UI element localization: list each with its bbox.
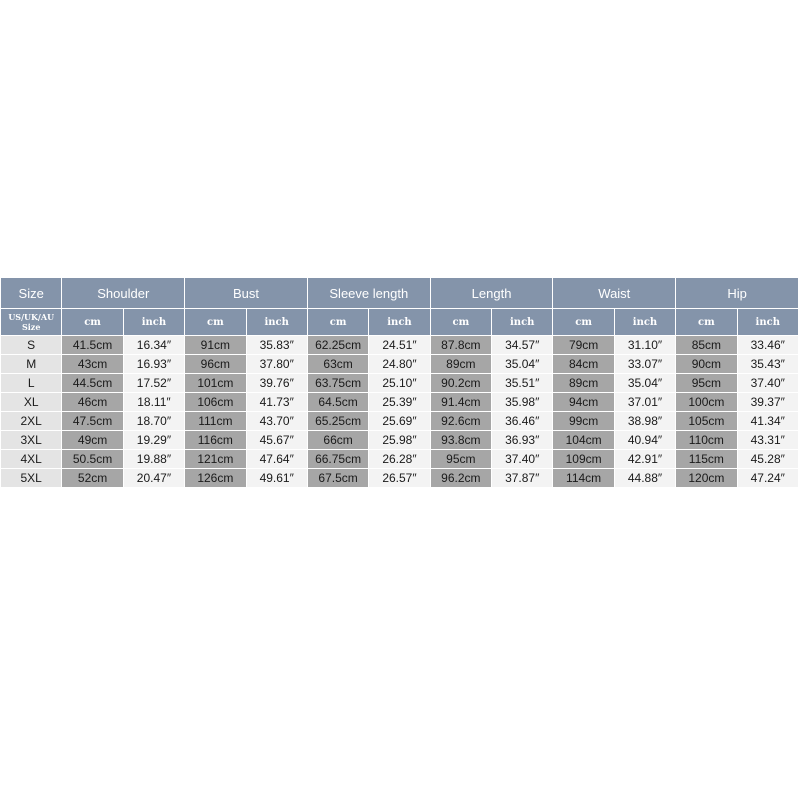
- inch-value-cell: 17.52″: [124, 374, 184, 392]
- cm-value-cell: 120cm: [676, 469, 736, 487]
- cm-value-cell: 62.25cm: [308, 336, 368, 354]
- cm-value-cell: 85cm: [676, 336, 736, 354]
- cm-value-cell: 49cm: [62, 431, 122, 449]
- inch-value-cell: 41.34″: [738, 412, 798, 430]
- unit-cm-label: cm: [185, 309, 245, 335]
- inch-value-cell: 43.31″: [738, 431, 798, 449]
- cm-value-cell: 106cm: [185, 393, 245, 411]
- cm-value-cell: 63.75cm: [308, 374, 368, 392]
- cm-value-cell: 115cm: [676, 450, 736, 468]
- unit-inch-label: inch: [492, 309, 552, 335]
- inch-value-cell: 45.67″: [247, 431, 307, 449]
- cm-value-cell: 105cm: [676, 412, 736, 430]
- inch-value-cell: 36.46″: [492, 412, 552, 430]
- inch-value-cell: 20.47″: [124, 469, 184, 487]
- inch-value-cell: 35.04″: [615, 374, 675, 392]
- table-row: [1, 469, 798, 487]
- cm-value-cell: 95cm: [676, 374, 736, 392]
- inch-value-cell: 41.73″: [247, 393, 307, 411]
- cm-value-cell: 110cm: [676, 431, 736, 449]
- unit-cm-label: cm: [62, 309, 122, 335]
- waist-header: Waist: [553, 278, 675, 308]
- cm-value-cell: 66cm: [308, 431, 368, 449]
- table-row: [1, 450, 798, 468]
- cm-value-cell: 101cm: [185, 374, 245, 392]
- cm-value-cell: 114cm: [553, 469, 613, 487]
- inch-value-cell: 38.98″: [615, 412, 675, 430]
- inch-value-cell: 37.80″: [247, 355, 307, 373]
- size-header: Size: [1, 278, 61, 308]
- cm-value-cell: 47.5cm: [62, 412, 122, 430]
- cm-value-cell: 64.5cm: [308, 393, 368, 411]
- cm-value-cell: 46cm: [62, 393, 122, 411]
- cm-value-cell: 52cm: [62, 469, 122, 487]
- inch-value-cell: 25.10″: [369, 374, 429, 392]
- unit-cm-label: cm: [553, 309, 613, 335]
- unit-inch-label: inch: [615, 309, 675, 335]
- unit-inch-label: inch: [247, 309, 307, 335]
- cm-value-cell: 65.25cm: [308, 412, 368, 430]
- inch-value-cell: 39.37″: [738, 393, 798, 411]
- inch-value-cell: 26.28″: [369, 450, 429, 468]
- inch-value-cell: 42.91″: [615, 450, 675, 468]
- unit-cm-label: cm: [431, 309, 491, 335]
- inch-value-cell: 19.29″: [124, 431, 184, 449]
- size-cell: 2XL: [1, 412, 61, 430]
- cm-value-cell: 43cm: [62, 355, 122, 373]
- inch-value-cell: 43.70″: [247, 412, 307, 430]
- inch-value-cell: 37.87″: [492, 469, 552, 487]
- cm-value-cell: 92.6cm: [431, 412, 491, 430]
- inch-value-cell: 40.94″: [615, 431, 675, 449]
- cm-value-cell: 41.5cm: [62, 336, 122, 354]
- cm-value-cell: 90.2cm: [431, 374, 491, 392]
- size-region-label: US/UK/AU Size: [1, 309, 61, 335]
- cm-value-cell: 96.2cm: [431, 469, 491, 487]
- inch-value-cell: 39.76″: [247, 374, 307, 392]
- inch-value-cell: 47.24″: [738, 469, 798, 487]
- inch-value-cell: 35.04″: [492, 355, 552, 373]
- inch-value-cell: 26.57″: [369, 469, 429, 487]
- cm-value-cell: 91.4cm: [431, 393, 491, 411]
- length-header: Length: [431, 278, 553, 308]
- cm-value-cell: 111cm: [185, 412, 245, 430]
- inch-value-cell: 18.70″: [124, 412, 184, 430]
- inch-value-cell: 37.40″: [738, 374, 798, 392]
- inch-value-cell: 35.83″: [247, 336, 307, 354]
- cm-value-cell: 96cm: [185, 355, 245, 373]
- unit-inch-label: inch: [124, 309, 184, 335]
- size-rows: [1, 336, 798, 487]
- cm-value-cell: 89cm: [553, 374, 613, 392]
- cm-value-cell: 93.8cm: [431, 431, 491, 449]
- inch-value-cell: 35.51″: [492, 374, 552, 392]
- unit-cm-label: cm: [308, 309, 368, 335]
- inch-value-cell: 31.10″: [615, 336, 675, 354]
- cm-value-cell: 116cm: [185, 431, 245, 449]
- size-cell: L: [1, 374, 61, 392]
- cm-value-cell: 104cm: [553, 431, 613, 449]
- cm-value-cell: 90cm: [676, 355, 736, 373]
- cm-value-cell: 89cm: [431, 355, 491, 373]
- inch-value-cell: 37.40″: [492, 450, 552, 468]
- inch-value-cell: 47.64″: [247, 450, 307, 468]
- inch-value-cell: 24.51″: [369, 336, 429, 354]
- cm-value-cell: 50.5cm: [62, 450, 122, 468]
- cm-value-cell: 44.5cm: [62, 374, 122, 392]
- unit-cm-label: cm: [676, 309, 736, 335]
- cm-value-cell: 94cm: [553, 393, 613, 411]
- hip-header: Hip: [676, 278, 798, 308]
- inch-value-cell: 35.98″: [492, 393, 552, 411]
- cm-value-cell: 109cm: [553, 450, 613, 468]
- size-cell: M: [1, 355, 61, 373]
- cm-value-cell: 100cm: [676, 393, 736, 411]
- inch-value-cell: 25.98″: [369, 431, 429, 449]
- cm-value-cell: 67.5cm: [308, 469, 368, 487]
- cm-value-cell: 79cm: [553, 336, 613, 354]
- table-row: [1, 355, 798, 373]
- table-row: [1, 412, 798, 430]
- cm-value-cell: 66.75cm: [308, 450, 368, 468]
- unit-inch-label: inch: [738, 309, 798, 335]
- inch-value-cell: 25.69″: [369, 412, 429, 430]
- inch-value-cell: 37.01″: [615, 393, 675, 411]
- size-cell: 3XL: [1, 431, 61, 449]
- sleeve-length-header: Sleeve length: [308, 278, 430, 308]
- inch-value-cell: 44.88″: [615, 469, 675, 487]
- cm-value-cell: 126cm: [185, 469, 245, 487]
- table-row: [1, 374, 798, 392]
- unit-inch-label: inch: [369, 309, 429, 335]
- inch-value-cell: 24.80″: [369, 355, 429, 373]
- inch-value-cell: 19.88″: [124, 450, 184, 468]
- inch-value-cell: 25.39″: [369, 393, 429, 411]
- cm-value-cell: 95cm: [431, 450, 491, 468]
- cm-value-cell: 99cm: [553, 412, 613, 430]
- table-row: [1, 393, 798, 411]
- size-cell: S: [1, 336, 61, 354]
- inch-value-cell: 18.11″: [124, 393, 184, 411]
- table-row: [1, 336, 798, 354]
- inch-value-cell: 33.46″: [738, 336, 798, 354]
- size-cell: 5XL: [1, 469, 61, 487]
- cm-value-cell: 121cm: [185, 450, 245, 468]
- size-cell: XL: [1, 393, 61, 411]
- inch-value-cell: 16.34″: [124, 336, 184, 354]
- size-chart-table: [0, 277, 799, 488]
- size-cell: 4XL: [1, 450, 61, 468]
- inch-value-cell: 34.57″: [492, 336, 552, 354]
- inch-value-cell: 16.93″: [124, 355, 184, 373]
- header-row: [1, 278, 798, 308]
- unit-row: [1, 309, 798, 335]
- cm-value-cell: 63cm: [308, 355, 368, 373]
- cm-value-cell: 91cm: [185, 336, 245, 354]
- inch-value-cell: 49.61″: [247, 469, 307, 487]
- inch-value-cell: 33.07″: [615, 355, 675, 373]
- bust-header: Bust: [185, 278, 307, 308]
- inch-value-cell: 45.28″: [738, 450, 798, 468]
- shoulder-header: Shoulder: [62, 278, 184, 308]
- inch-value-cell: 35.43″: [738, 355, 798, 373]
- table-row: [1, 431, 798, 449]
- size-chart: [0, 277, 799, 488]
- cm-value-cell: 84cm: [553, 355, 613, 373]
- cm-value-cell: 87.8cm: [431, 336, 491, 354]
- inch-value-cell: 36.93″: [492, 431, 552, 449]
